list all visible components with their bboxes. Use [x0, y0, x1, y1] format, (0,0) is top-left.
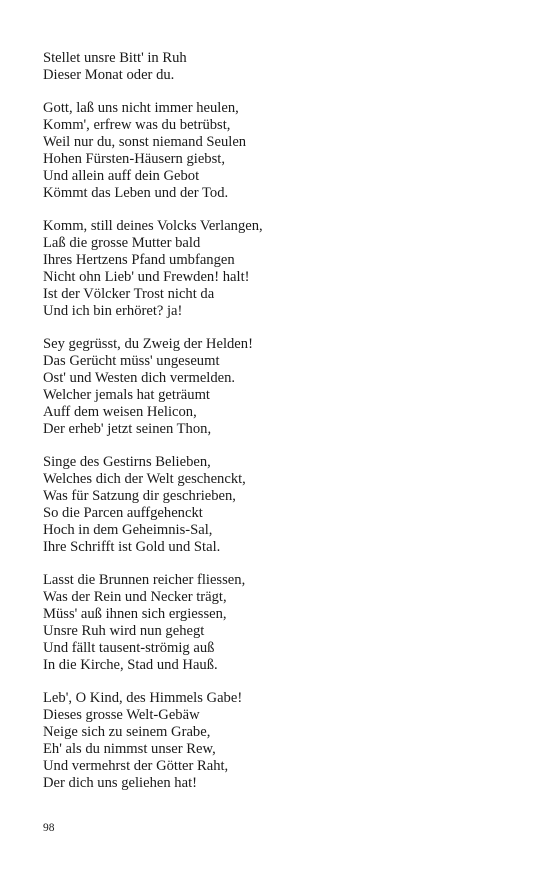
poem-line: Der erheb' jetzt seinen Thon,: [43, 420, 212, 437]
poem-line: Auff dem weisen Helicon,: [43, 403, 197, 420]
poem-line: Ihres Hertzens Pfand umbfangen: [43, 252, 235, 269]
poem-line: Sey gegrüsst, du Zweig der Helden!: [43, 336, 253, 353]
poem-line: Was für Satzung dir geschrieben,: [43, 487, 236, 504]
poem-line: Hohen Fürsten-Häusern giebst,: [43, 151, 225, 168]
poem-line: Ihre Schrifft ist Gold und Stal.: [43, 538, 221, 555]
poem-line: Laß die grosse Mutter bald: [43, 235, 201, 252]
stanza: [43, 50, 503, 84]
poem-line: Und allein auff dein Gebot: [43, 167, 200, 184]
stanza: [43, 690, 503, 791]
stanza: [43, 572, 503, 673]
poem-line: Komm, still deines Volcks Verlangen,: [43, 218, 263, 235]
stanza: [43, 100, 503, 201]
poem-line: Welches dich der Welt geschenckt,: [43, 471, 246, 488]
stanza: [43, 454, 503, 555]
poem-line: Was der Rein und Necker trägt,: [43, 588, 227, 605]
poem-body: [43, 50, 503, 808]
poem-line: Dieses grosse Welt-Gebäw: [43, 706, 200, 723]
poem-line: Hoch in dem Geheimnis-Sal,: [43, 521, 213, 538]
poem-line: Komm', erfrew was du betrübst,: [43, 117, 231, 134]
poem-line: Welcher jemals hat geträumt: [43, 386, 210, 403]
poem-line: Weil nur du, sonst niemand Seulen: [43, 134, 247, 151]
poem-line: Singe des Gestirns Belieben,: [43, 454, 211, 471]
poem-line: Und fällt tausent-strömig auß: [43, 639, 215, 656]
poem-line: Gott, laß uns nicht immer heulen,: [43, 100, 239, 117]
poem-line: Dieser Monat oder du.: [43, 66, 175, 83]
poem-line: Stellet unsre Bitt' in Ruh: [43, 50, 187, 66]
poem-line: In die Kirche, Stad und Hauß.: [43, 656, 218, 673]
stanza: [43, 218, 503, 319]
poem-line: Und vermehrst der Götter Raht,: [43, 757, 229, 774]
poem-line: Kömmt das Leben und der Tod.: [43, 184, 229, 201]
poem-line: Der dich uns geliehen hat!: [43, 774, 197, 791]
poem-line: So die Parcen auffgehenckt: [43, 504, 203, 521]
poem-line: Lasst die Brunnen reicher fliessen,: [43, 572, 246, 589]
poem-line: Leb', O Kind, des Himmels Gabe!: [43, 690, 243, 706]
poem-line: Und ich bin erhöret? ja!: [43, 302, 183, 319]
poem-line: Eh' als du nimmst unser Rew,: [43, 740, 216, 757]
poem-line: Ost' und Westen dich vermelden.: [43, 370, 236, 386]
poem-line: Unsre Ruh wird nun gehegt: [43, 622, 205, 639]
stanza: [43, 336, 503, 437]
poem-line: Nicht ohn Lieb' und Frewden! halt!: [43, 268, 250, 285]
poem-line: Das Gerücht müss' ungeseumt: [43, 353, 220, 370]
poem-line: Müss' auß ihnen sich ergiessen,: [43, 605, 227, 622]
poem-line: Neige sich zu seinem Grabe,: [43, 723, 211, 740]
page-number: 98: [43, 822, 55, 834]
poem-line: Ist der Völcker Trost nicht da: [43, 285, 215, 302]
